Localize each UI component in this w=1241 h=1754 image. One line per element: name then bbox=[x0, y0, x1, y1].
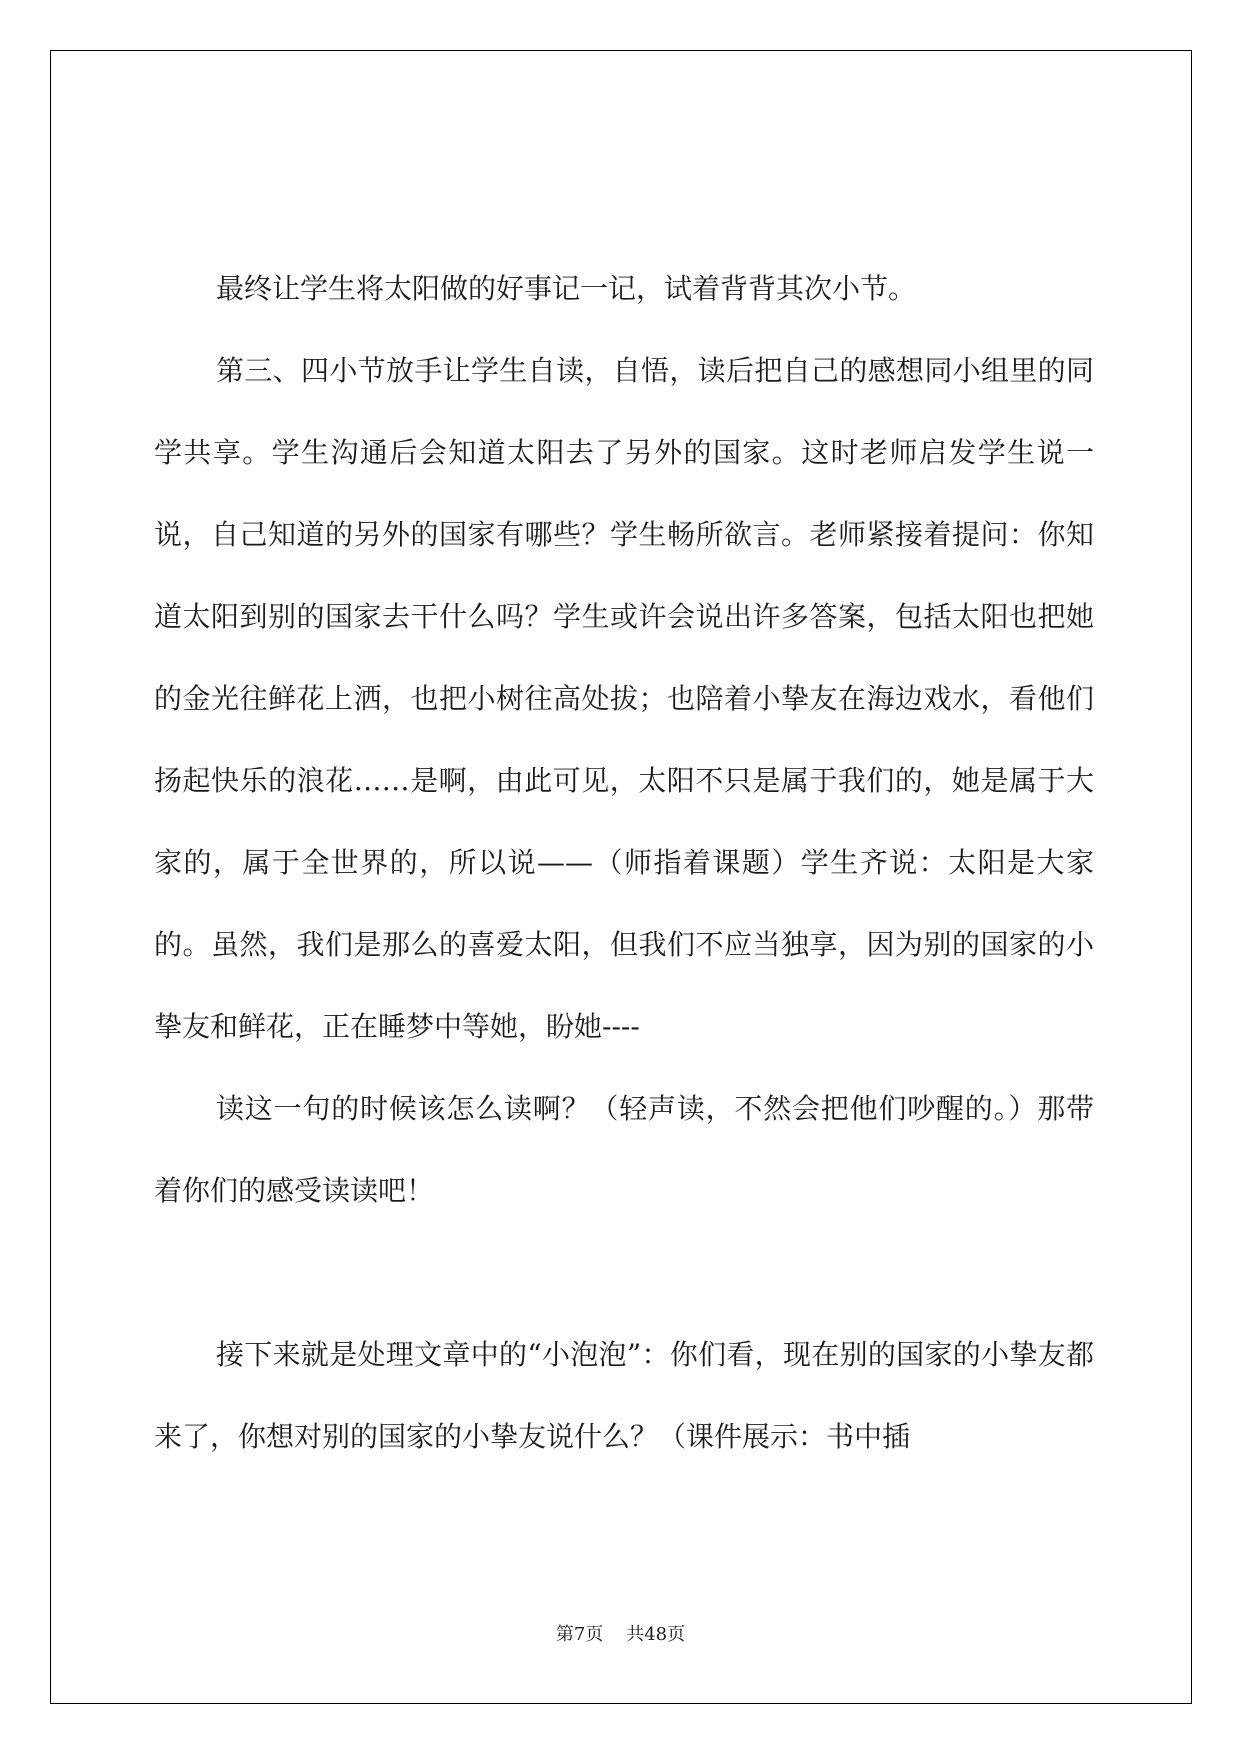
paragraph-1: 最终让学生将太阳做的好事记一记，试着背背其次小节。 bbox=[216, 272, 917, 305]
paragraph-4: 接下来就是处理文章中的“小泡泡”：你们看，现在别的国家的小挚友都来了，你想对别的国家的小挚友说什么？（课件展示：书中插 bbox=[154, 1338, 1094, 1453]
document-body bbox=[154, 248, 1094, 1478]
paragraph-3: 读这一句的时候该怎么读啊？（轻声读，不然会把他们吵醒的。）那带着你们的感受读读吧！ bbox=[154, 1092, 1094, 1207]
paragraph-2: 第三、四小节放手让学生自读，自悟，读后把自己的感想同小组里的同学共享。学生沟通后会知道太阳去了另外的国家。这时老师启发学生说一说，自己知道的另外的国家有哪些？学生畅所欲言。老师紧接着提问：你知道太阳到别的国家去干什么吗？学生或许会说出许多答案，包括太阳也把她的金光往鲜花上洒，也把小树往高处拔；也陪着小挚友在海边戏水，看他们扬起快乐的浪花……是啊，由此可见，太阳不只是属于我们的，她是属于大家的，属于全世界的，所以说——（师指着课题）学生齐说：太阳是大家的。虽然，我们是那么的喜爱太阳，但我们不应当独享，因为别的国家的小挚友和鲜花，正在睡梦中等她，盼她---- bbox=[154, 354, 1094, 1043]
page-footer: 第7页 共48页 bbox=[555, 1624, 686, 1645]
paragraph-gap bbox=[154, 1232, 1094, 1314]
